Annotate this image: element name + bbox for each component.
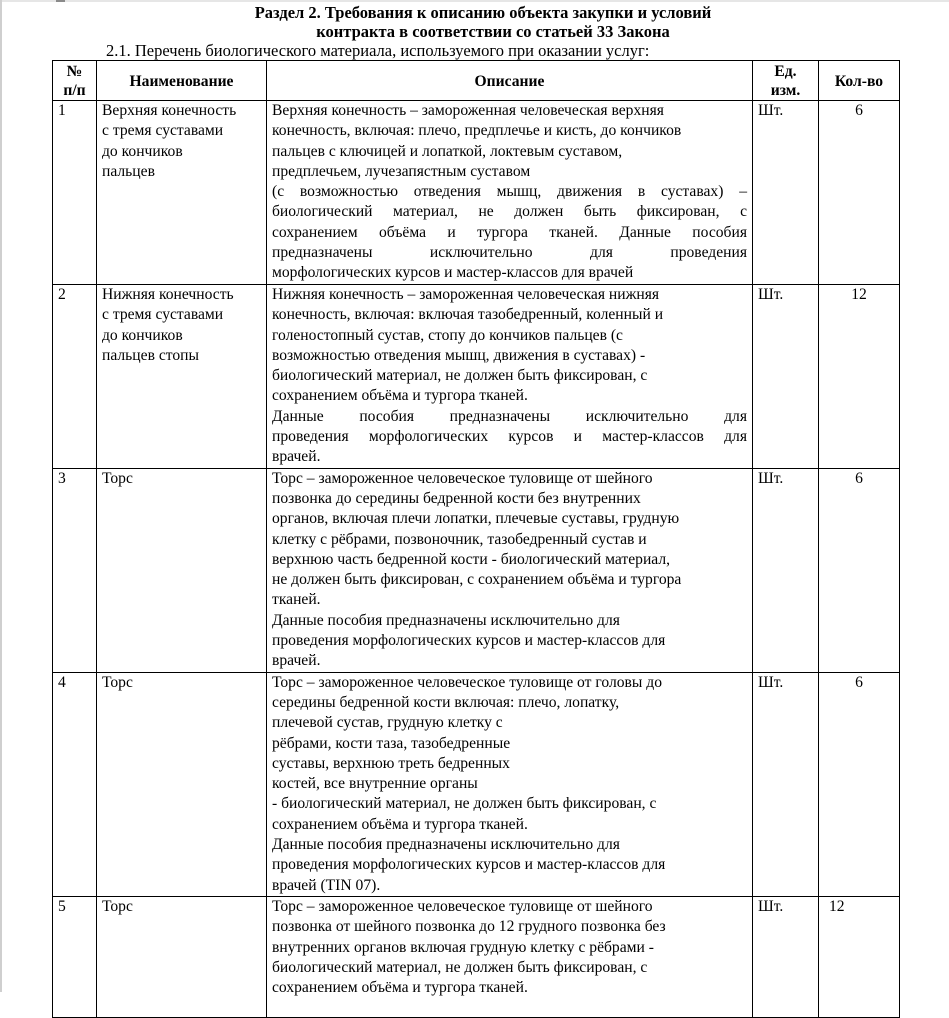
row-unit: Шт. (753, 896, 819, 1017)
description-line: конечность, включая: плечо, предплечье и кисть, до кончиков (272, 122, 682, 140)
row-number: 1 (53, 101, 97, 285)
description-line: рёбрами, кости таза, тазобедренные (272, 734, 511, 752)
header-unit-line-2: изм. (770, 82, 801, 99)
row-unit: Шт. (753, 468, 819, 672)
description-line: Торс – замороженное человеческое туловище от шейного (272, 469, 653, 487)
description-line: биологический материал, не должен быть фиксирован, с (272, 958, 648, 976)
section-title-line-2: контракта в соответствии со статьей 33 Закона (316, 22, 670, 41)
description-line: Данные пособия предназначены исключительно для (272, 836, 620, 854)
name-line: пальцев стопы (102, 346, 199, 364)
description-line: сохранением объёма и тургора тканей. (272, 979, 528, 997)
description-line: костей, все внутренние органы (272, 775, 478, 793)
name-line: Нижняя конечность (102, 286, 234, 303)
row-name (97, 672, 267, 896)
description-line: предназначены исключительно для проведения (272, 244, 747, 262)
description-line: Верхняя конечность – замороженная человеческая верхняя (272, 102, 664, 119)
row-number: 4 (53, 672, 97, 896)
description-line: голеностопный сустав, стопу до кончиков пальцев (с (272, 326, 623, 344)
row-quantity: 6 (819, 468, 900, 672)
name-line: Торс (102, 897, 133, 915)
page-left-edge (0, 0, 2, 992)
header-number-line-2: п/п (63, 82, 86, 99)
row-description (267, 285, 753, 469)
description-line: врачей (TIN 07). (272, 876, 381, 894)
header-unit-line-1: Ед. (774, 63, 797, 80)
description-line: врачей. (272, 652, 321, 670)
description-line: сохранением объёма и тургора тканей. (272, 387, 528, 405)
description-line: суставы, верхнюю треть бедренных (272, 754, 510, 772)
row-description (267, 101, 753, 285)
description-line: пальцев с ключицей и лопаткой, локтевым суставом, (272, 142, 623, 160)
table-row (53, 896, 900, 1017)
table-row (53, 285, 900, 469)
row-name (97, 101, 267, 285)
description-line: конечность, включая: включая тазобедренный, коленный и (272, 306, 664, 324)
description-line: органов, включая плечи лопатки, плечевые суставы, грудную (272, 510, 680, 528)
header-unit (753, 61, 819, 101)
name-line: до кончиков (102, 326, 183, 344)
description-line: (с возможностью отведения мышц, движения в суставах) – (272, 183, 747, 201)
description-line: проведения морфологических курсов и мастер-классов для (272, 856, 666, 874)
description-line: - биологический материал, не должен быть фиксирован, с (272, 795, 657, 813)
row-name (97, 896, 267, 1017)
row-description (267, 468, 753, 672)
name-line: до кончиков (102, 142, 183, 160)
description-line: плечевой сустав, грудную клетку с (272, 714, 503, 732)
row-unit: Шт. (753, 672, 819, 896)
biomaterial-table (52, 60, 900, 1018)
description-line: Торс – замороженное человеческое туловище от шейного (272, 897, 653, 915)
name-line: с тремя суставами (102, 122, 224, 140)
description-line: Нижняя конечность – замороженная человеческая нижняя (272, 286, 660, 303)
description-line: проведения морфологических курсов и мастер-классов для (272, 428, 747, 446)
row-unit: Шт. (753, 285, 819, 469)
row-description (267, 672, 753, 896)
section-title-line-1: Раздел 2. Требования к описанию объекта закупки и условий (254, 3, 712, 22)
description-line: позвонка от шейного позвонка до 12 грудного позвонка без (272, 918, 666, 936)
ruler-marker (56, 0, 65, 2)
row-number: 2 (53, 285, 97, 469)
row-name (97, 285, 267, 469)
description-line: сохранением объёма и тургора тканей. Данные пособия (272, 223, 747, 241)
header-description: Описание (267, 61, 753, 101)
description-line: врачей. (272, 448, 321, 466)
row-unit: Шт. (753, 101, 819, 285)
description-line: биологический материал, не должен быть фиксирован, с (272, 203, 747, 221)
description-line: внутренних органов включая грудную клетку с рёбрами - (272, 938, 654, 956)
description-line: середины бедренной кости включая: плечо, лопатку, (272, 693, 620, 711)
header-number (53, 61, 97, 101)
header-number-line-1: № (66, 63, 83, 80)
description-line: Данные пособия предназначены исключительно для (272, 407, 747, 425)
name-line: Верхняя конечность (102, 102, 237, 119)
description-line: морфологических курсов и мастер-классов для врачей (272, 264, 634, 282)
row-quantity: 12 (819, 896, 900, 1017)
header-quantity: Кол-во (819, 61, 900, 101)
row-quantity: 6 (819, 101, 900, 285)
description-line: проведения морфологических курсов и мастер-классов для (272, 632, 666, 650)
table-row (53, 672, 900, 896)
row-quantity: 6 (819, 672, 900, 896)
description-line: сохранением объёма и тургора тканей. (272, 815, 528, 833)
description-line: Торс – замороженное человеческое туловище от головы до (272, 673, 662, 691)
row-number: 3 (53, 468, 97, 672)
row-description (267, 896, 753, 1017)
description-line: Данные пособия предназначены исключительно для (272, 611, 620, 629)
description-line: позвонка до середины бедренной кости без внутренних (272, 489, 641, 507)
row-quantity: 12 (819, 285, 900, 469)
description-line: тканей. (272, 591, 321, 609)
name-line: Торс (102, 673, 133, 691)
header-name: Наименование (97, 61, 267, 101)
row-name (97, 468, 267, 672)
name-line: с тремя суставами (102, 306, 224, 324)
row-number: 5 (53, 896, 97, 1017)
name-line: пальцев (102, 162, 155, 180)
description-line: клетку с рёбрами, позвоночник, тазобедренный сустав и (272, 530, 647, 548)
table-header-row (53, 61, 900, 101)
description-line: биологический материал, не должен быть фиксирован, с (272, 367, 648, 385)
description-line: предплечьем, лучезапястным суставом (272, 162, 531, 180)
table-row (53, 468, 900, 672)
subsection-heading: 2.1. Перечень биологического материала, используемого при оказании услуг: (106, 41, 650, 60)
name-line: Торс (102, 469, 133, 487)
description-line: верхнюю часть бедренной кости - биологический материал, (272, 550, 671, 568)
page-top-edge (0, 0, 949, 2)
description-line: возможностью отведения мышц, движения в суставах) - (272, 346, 646, 364)
table-row (53, 101, 900, 285)
description-line: не должен быть фиксирован, с сохранением объёма и тургора (272, 571, 682, 589)
